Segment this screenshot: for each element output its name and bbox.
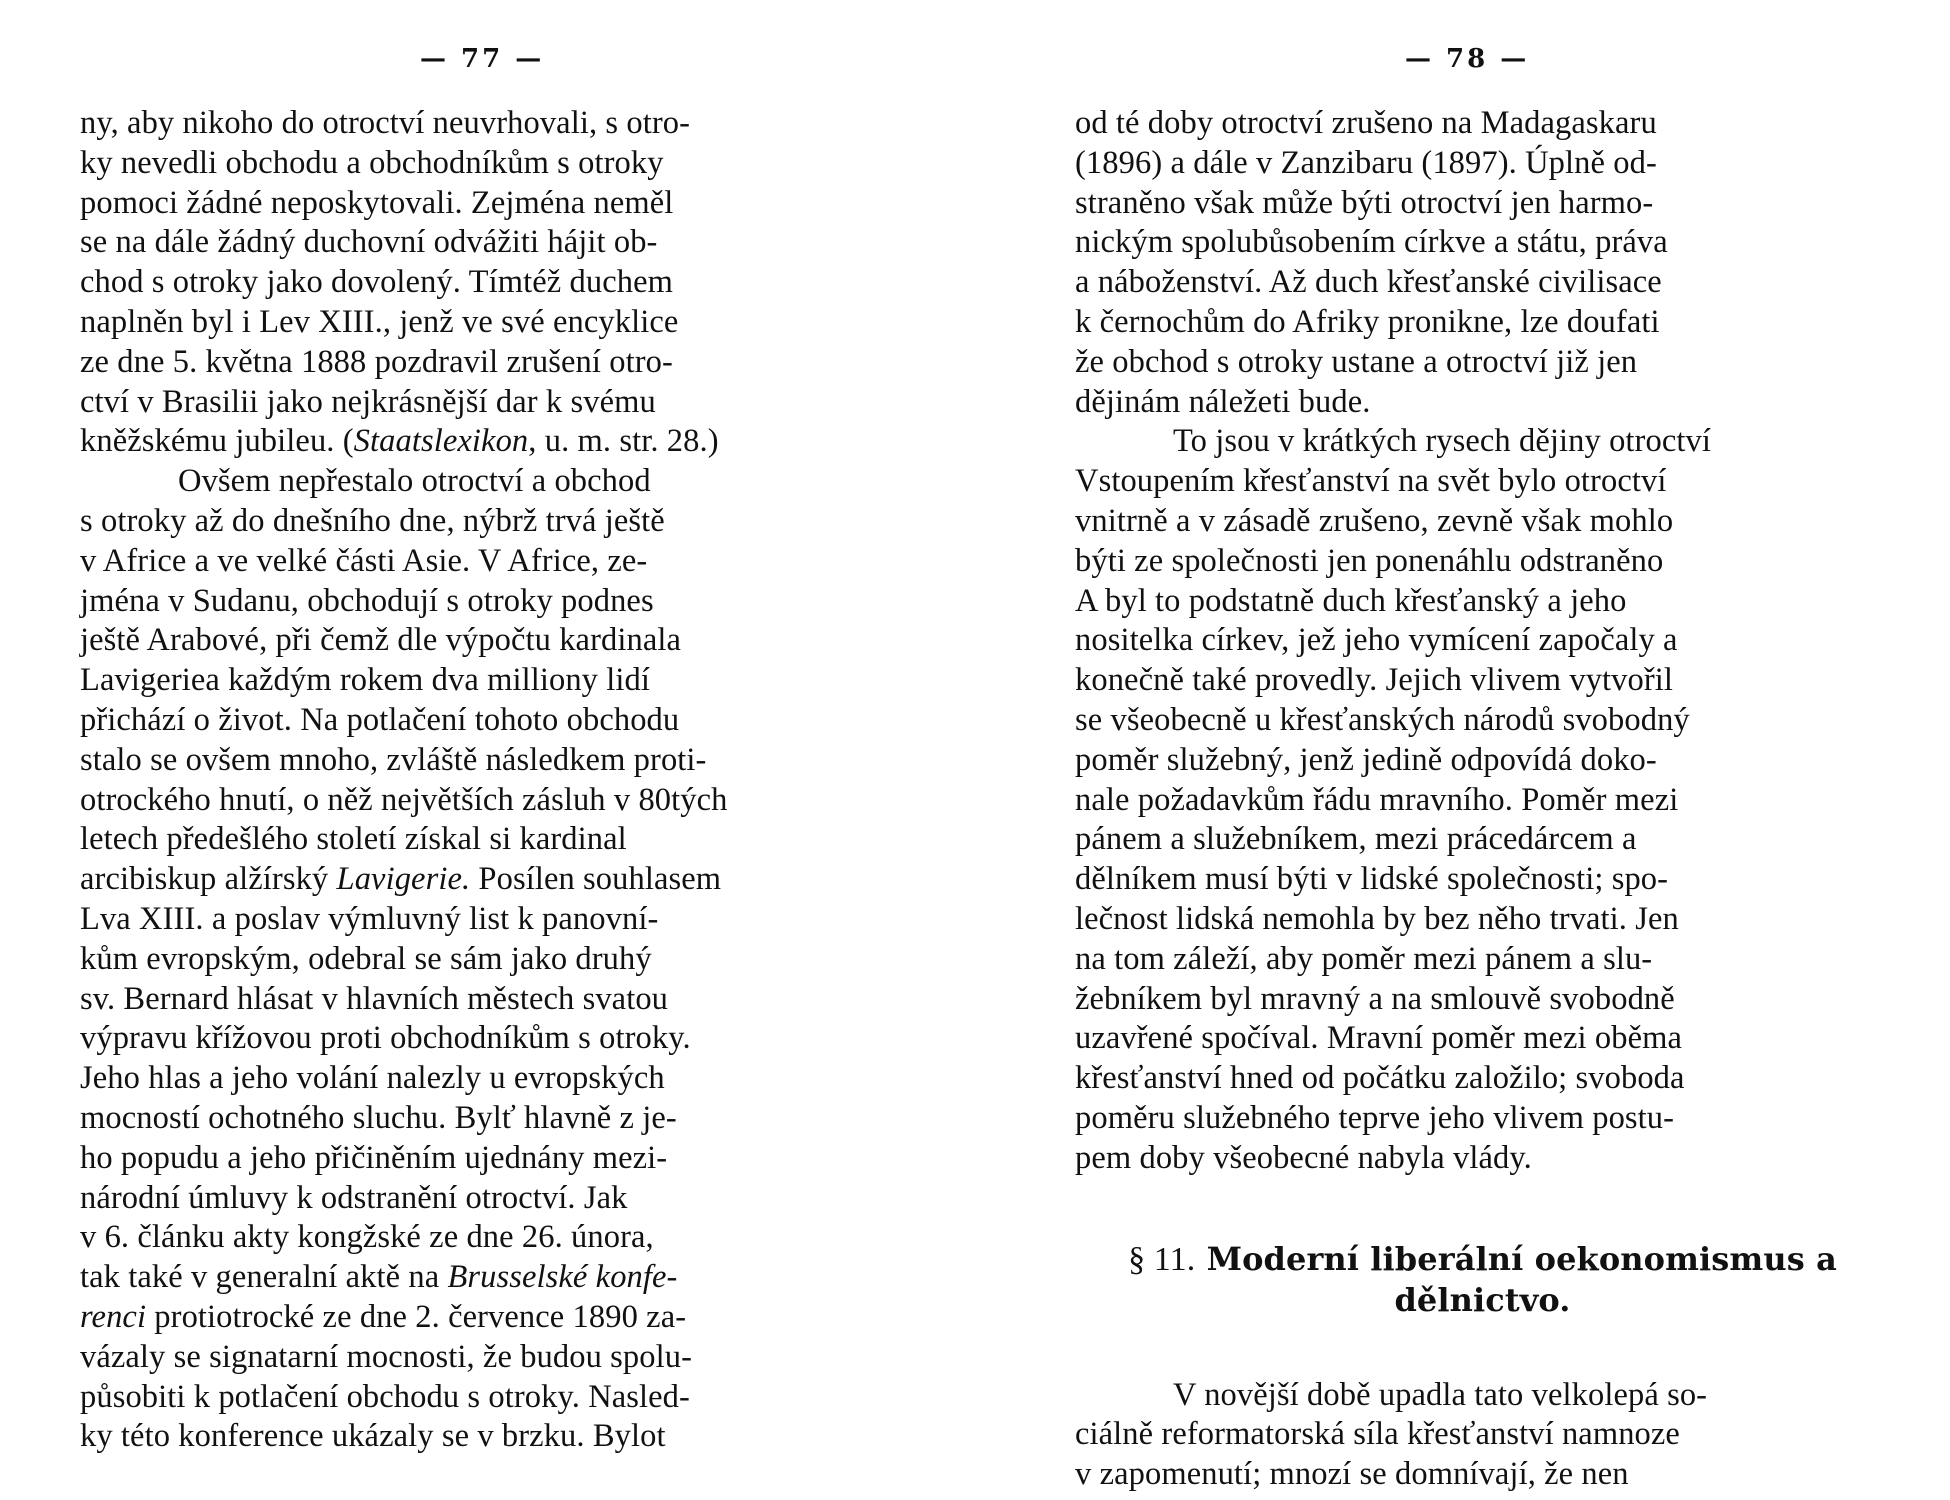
text-line xyxy=(1075,343,1890,383)
line-text: (1896) a dále v Zanzibaru (1897). Úplně od- xyxy=(1075,144,1657,181)
line-text: , u. m. str. 28.) xyxy=(528,423,719,460)
line-text: vázaly se signatarní mocnosti, že budou spolu- xyxy=(80,1338,693,1375)
line-text: pánem a služebníkem, mezi prácedárcem a xyxy=(1075,821,1637,858)
text-line xyxy=(1075,502,1890,542)
text-line xyxy=(80,1258,900,1298)
line-text: v Africe a ve velké části Asie. V Africe, ze- xyxy=(80,542,648,579)
italic-text: Brusselské konfe- xyxy=(447,1259,678,1296)
text-line xyxy=(80,621,900,661)
section-title-line1: Moderní liberální oekonomismus a xyxy=(1206,1239,1837,1278)
text-line xyxy=(80,1139,900,1179)
line-text: lečnost lidská nemohla by bez něho trvati. Jen xyxy=(1075,900,1679,937)
text-line xyxy=(80,1059,900,1099)
line-text: chod s otroky jako dovolený. Tímtéž duchem xyxy=(80,264,673,301)
line-text: přichází o život. Na potlačení tohoto obchodu xyxy=(80,701,680,738)
text-line xyxy=(80,223,900,263)
line-text: jména v Sudanu, obchodují s otroky podnes xyxy=(80,582,654,619)
line-text: kům evropským, odebral se sám jako druhý xyxy=(80,940,652,977)
line-text: ještě Arabové, při čemž dle výpočtu kardinala xyxy=(80,622,682,659)
line-text: nositelka církev, jež jeho vymícení započaly a xyxy=(1075,622,1678,659)
line-text: letech předešlého století získal si kardinal xyxy=(80,821,627,858)
text-line xyxy=(80,303,900,343)
text-line xyxy=(80,781,900,821)
text-line xyxy=(80,383,900,423)
line-text: vnitrně a v zásadě zrušeno, zevně však mohlo xyxy=(1075,502,1674,539)
text-line xyxy=(80,104,900,144)
text-line xyxy=(80,1218,900,1258)
line-text: mocností ochotného sluchu. Bylť hlavně z je- xyxy=(80,1099,677,1136)
text-line xyxy=(80,661,900,701)
line-text: A byl to podstatně duch křesťanský a jeho xyxy=(1075,582,1627,619)
text-line xyxy=(1075,1139,1890,1179)
text-line xyxy=(80,263,900,303)
line-text: národní úmluvy k odstranění otroctví. Jak xyxy=(80,1179,628,1216)
line-text: Ovšem nepřestalo otroctví a obchod xyxy=(178,463,651,500)
text-line xyxy=(1075,542,1890,582)
text-line xyxy=(1075,104,1890,144)
text-line xyxy=(1075,621,1890,661)
line-text: působiti k potlačení obchodu s otroky. Nasled- xyxy=(80,1378,690,1415)
text-line xyxy=(80,980,900,1020)
section-heading xyxy=(1075,1239,1890,1320)
line-text: arcibiskup alžírský xyxy=(80,861,337,898)
line-text: v zapomenutí; mnozí se domnívají, že nen xyxy=(1075,1456,1629,1493)
line-text: ciálně reformatorská síla křesťanství namnoze xyxy=(1075,1416,1680,1453)
line-text: nickým spolubůsobením církve a státu, práva xyxy=(1075,224,1668,261)
text-line xyxy=(80,741,900,781)
text-line xyxy=(80,820,900,860)
text-line xyxy=(80,422,900,462)
line-text: od té doby otroctví zrušeno na Madagaskaru xyxy=(1075,105,1657,141)
line-text: výpravu křížovou proti obchodníkům s otroky. xyxy=(80,1020,691,1057)
line-text: konečně také provedly. Jejich vlivem vytvořil xyxy=(1075,662,1674,699)
text-line xyxy=(80,1378,900,1418)
text-line xyxy=(80,144,900,184)
right-page-paragraphs-bottom xyxy=(1075,1376,1890,1495)
line-text: Lva XIII. a poslav výmluvný list k panovní- xyxy=(80,900,659,937)
line-text: poměru služebného teprve jeho vlivem postu- xyxy=(1075,1099,1675,1136)
line-text: křesťanství hned od počátku založilo; svoboda xyxy=(1075,1060,1685,1097)
text-line xyxy=(1075,900,1890,940)
line-text: uzavřené spočíval. Mravní poměr mezi oběma xyxy=(1075,1020,1683,1057)
text-line xyxy=(1075,223,1890,263)
text-line xyxy=(80,900,900,940)
line-text: se všeobecně u křesťanských národů svobodný xyxy=(1075,701,1690,738)
text-line xyxy=(80,701,900,741)
text-line xyxy=(1075,144,1890,184)
text-line xyxy=(1075,303,1890,343)
line-text: k černochům do Afriky pronikne, lze doufati xyxy=(1075,303,1660,340)
page-number-right: — 78 — xyxy=(1405,44,1530,74)
text-line xyxy=(1075,184,1890,224)
line-text: žebníkem byl mravný a na smlouvě svobodně xyxy=(1075,980,1675,1017)
line-text: kněžskému jubileu. ( xyxy=(80,423,354,460)
italic-text: Staatslexikon xyxy=(353,423,529,460)
left-page-text xyxy=(80,104,900,1457)
text-line xyxy=(1075,462,1890,502)
text-line xyxy=(80,1099,900,1139)
text-line xyxy=(80,860,900,900)
line-text: naplněn byl i Lev XIII., jenž ve své encyklice xyxy=(80,303,679,340)
line-text: straněno však může býti otroctví jen harmo- xyxy=(1075,184,1654,221)
text-line xyxy=(1075,1059,1890,1099)
line-text: s otroky až do dnešního dne, nýbrž trvá ještě xyxy=(80,502,665,539)
line-text: na tom záleží, aby poměr mezi pánem a slu- xyxy=(1075,940,1653,977)
text-line xyxy=(80,343,900,383)
text-line xyxy=(80,502,900,542)
line-text: ky této konference ukázaly se v brzku. Bylot xyxy=(80,1418,666,1455)
section-number: § 11. xyxy=(1128,1240,1196,1278)
right-page-text xyxy=(1075,104,1890,1495)
right-page-paragraphs-top xyxy=(1075,104,1890,1179)
line-text: pomoci žádné neposkytovali. Zejména neměl xyxy=(80,184,674,221)
line-text: Jeho hlas a jeho volání nalezly u evropských xyxy=(80,1060,665,1097)
line-text: dějinám náležeti bude. xyxy=(1075,383,1371,420)
line-text: tak také v generalní aktě na xyxy=(80,1259,448,1296)
text-line xyxy=(1075,940,1890,980)
text-line xyxy=(80,184,900,224)
line-text: že obchod s otroky ustane a otroctví již jen xyxy=(1075,343,1638,380)
line-text: ze dne 5. května 1888 pozdravil zrušení otro- xyxy=(80,343,673,380)
text-line xyxy=(1075,701,1890,741)
line-text: dělníkem musí býti v lidské společnosti; spo- xyxy=(1075,861,1669,898)
line-text: sv. Bernard hlásat v hlavních městech svatou xyxy=(80,980,669,1017)
line-text: poměr služebný, jenž jedině odpovídá doko- xyxy=(1075,741,1657,778)
line-text: Lavigeriea každým rokem dva milliony lidí xyxy=(80,662,650,699)
line-text: býti ze společnosti jen ponenáhlu odstraněno xyxy=(1075,542,1664,579)
line-text: V novější době upadla tato velkolepá so- xyxy=(1173,1376,1708,1413)
line-text: Vstoupením křesťanství na svět bylo otroctví xyxy=(1075,463,1667,500)
text-line xyxy=(80,1338,900,1378)
text-line xyxy=(1075,582,1890,622)
line-text: protiotrocké ze dne 2. července 1890 za- xyxy=(146,1298,687,1335)
line-text: ky nevedli obchodu a obchodníkům s otroky xyxy=(80,144,664,181)
text-line xyxy=(1075,1099,1890,1139)
text-line xyxy=(1075,820,1890,860)
text-line xyxy=(80,1417,900,1457)
text-line xyxy=(80,542,900,582)
text-line xyxy=(1075,980,1890,1020)
text-line xyxy=(1075,1019,1890,1059)
text-line xyxy=(1075,661,1890,701)
text-line xyxy=(80,940,900,980)
text-line xyxy=(80,1179,900,1219)
text-line xyxy=(1075,741,1890,781)
text-line xyxy=(1075,1376,1890,1416)
italic-text: Lavigerie. xyxy=(336,861,471,898)
text-line xyxy=(80,1019,900,1059)
line-text: a náboženství. Až duch křesťanské civilisace xyxy=(1075,264,1662,301)
text-line xyxy=(1075,860,1890,900)
text-line xyxy=(1075,781,1890,821)
page-number-left: — 77 — xyxy=(420,44,545,74)
line-text: v 6. článku akty kongžské ze dne 26. února, xyxy=(80,1219,654,1256)
text-line xyxy=(1075,1455,1890,1495)
line-text: To jsou v krátkých rysech dějiny otroctví xyxy=(1173,423,1711,460)
text-line xyxy=(1075,1415,1890,1455)
line-text: ctví v Brasilii jako nejkrásnější dar k svému xyxy=(80,383,656,420)
italic-text: renci xyxy=(80,1298,147,1335)
line-text: otrockého hnutí, o něž největších zásluh v 80tých xyxy=(80,781,728,818)
text-line xyxy=(80,462,900,502)
line-text: ho popudu a jeho přičiněním ujednány mezi- xyxy=(80,1139,668,1176)
text-line xyxy=(1075,263,1890,303)
text-line xyxy=(1075,422,1890,462)
text-line xyxy=(80,1298,900,1338)
line-text: se na dále žádný duchovní odvážiti hájit ob- xyxy=(80,224,658,261)
line-text: ny, aby nikoho do otroctví neuvrhovali, s otro- xyxy=(80,105,691,141)
section-title-line2: dělnictvo. xyxy=(1394,1280,1571,1319)
text-line xyxy=(1075,383,1890,423)
line-text: stalo se ovšem mnoho, zvláště následkem proti- xyxy=(80,741,707,778)
line-text: pem doby všeobecné nabyla vlády. xyxy=(1075,1139,1532,1176)
text-line xyxy=(80,582,900,622)
line-text: nale požadavkům řádu mravního. Poměr mezi xyxy=(1075,781,1679,818)
line-text: Posílen souhlasem xyxy=(470,861,722,898)
